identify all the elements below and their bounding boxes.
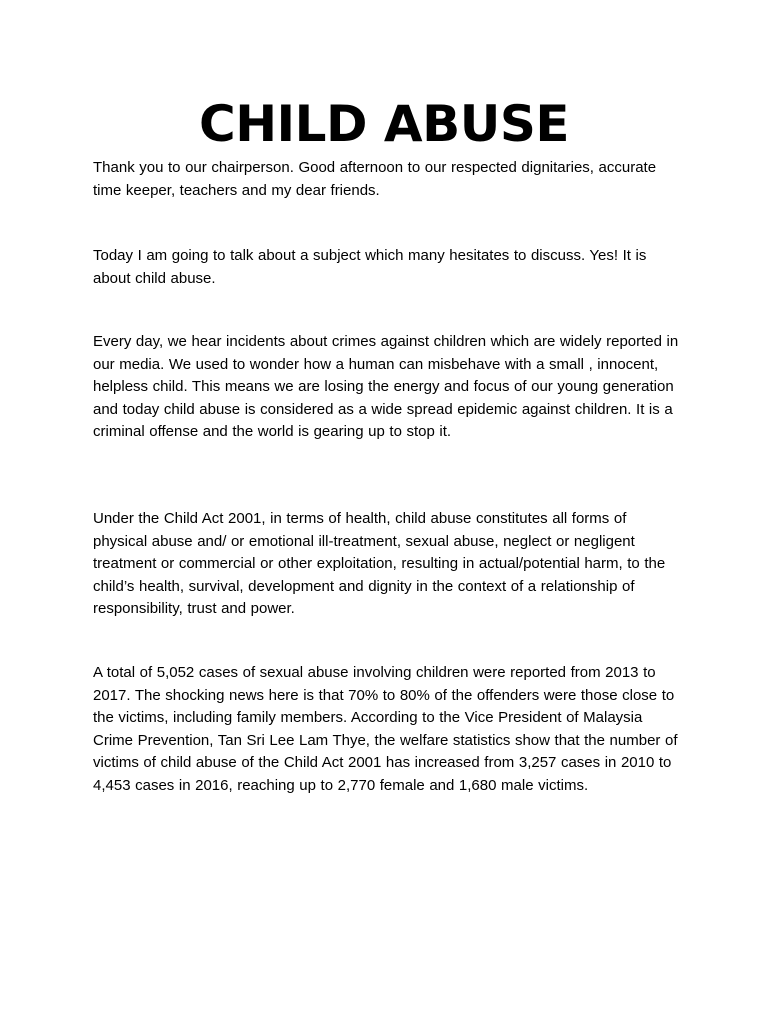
paragraph-child-act-definition: Under the Child Act 2001, in terms of health, child abuse constitutes all forms of physical abuse and/ or emotional ill-treatment, sexual abuse, neglect or negligent treatment or commercial or other exploitation, resulting in actual/potential harm, to the child’s health, survival, development and dignity in the context of a relationship of responsibility, trust and power.	[93, 510, 666, 618]
paragraph-crimes-against-children: Every day, we hear incidents about crimes against children which are widely reported in our media. We used to wonder how a human can misbehave with a small , innocent, helpless child. This means we are losing the energy and focus of our young generation and today child abuse is considered as a wide spread epidemic against children. It is a criminal offense and the world is gearing up to stop it.	[93, 333, 679, 441]
paragraph-introduction: Today I am going to talk about a subject which many hesitates to discuss. Yes! It is about child abuse.	[93, 247, 647, 287]
paragraph-greeting: Thank you to our chairperson. Good afternoon to our respected dignitaries, accurate time keeper, teachers and my dear friends.	[93, 159, 657, 199]
paragraph-statistics: A total of 5,052 cases of sexual abuse involving children were reported from 2013 to 2017. The shocking news here is that 70% to 80% of the offenders were those close to the victims, including family members. According to the Vice President of Malaysia Crime Prevention, Tan Sri Lee Lam Thye, the welfare statistics show that the number of victims of child abuse of the Child Act 2001 has increased from 3,257 cases in 2010 to 4,453 cases in 2016, reaching up to 2,770 female and 1,680 male victims.	[93, 664, 678, 794]
document-title: CHILD ABUSE	[199, 95, 569, 153]
